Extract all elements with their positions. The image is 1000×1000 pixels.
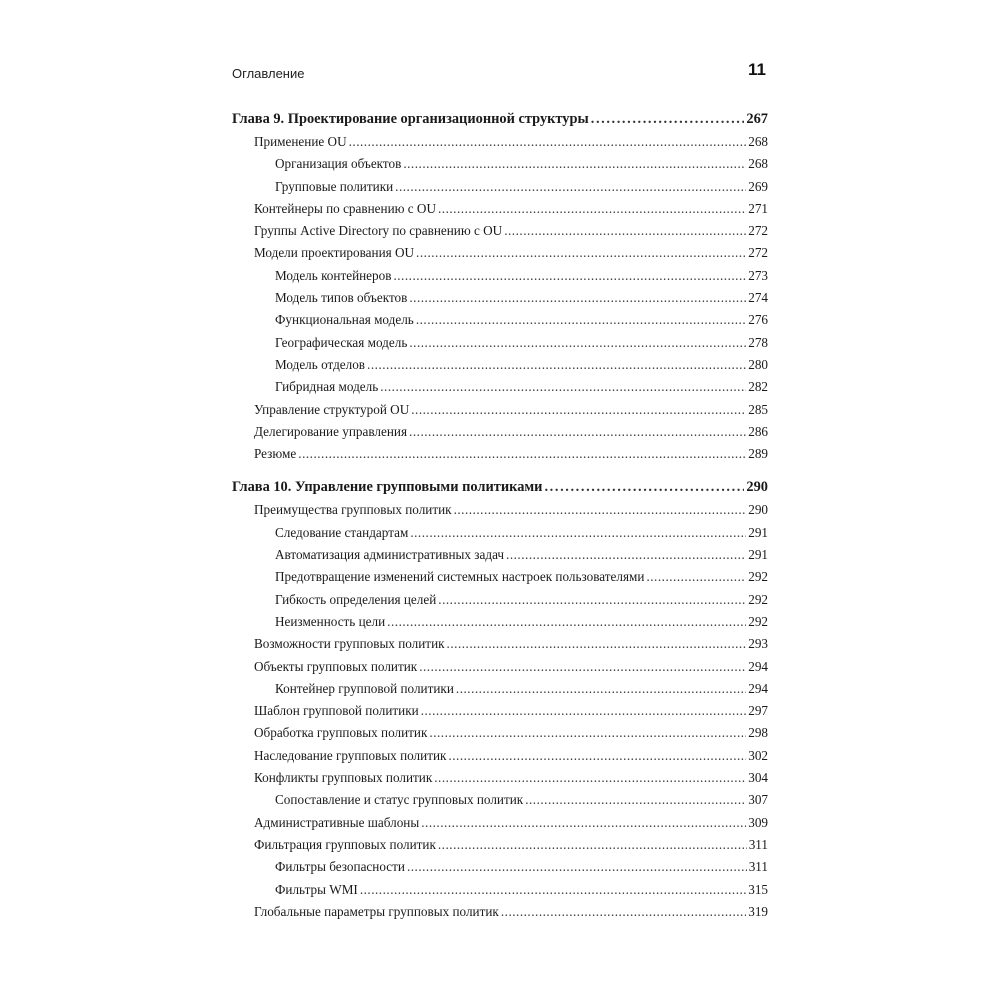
toc-subsection-entry-title: Следование стандартам: [275, 524, 409, 540]
toc-section-entry-title: Группы Active Directory по сравнению с OU: [254, 223, 503, 239]
toc-subsection-entry[interactable]: [232, 265, 768, 287]
dot-leader: [434, 767, 746, 789]
toc-subsection-entry-page: 268: [748, 156, 768, 172]
toc-subsection-entry-title: Фильтры WMI: [275, 881, 358, 897]
running-head: [232, 60, 768, 84]
toc-subsection-entry-title: Модель отделов: [275, 356, 366, 372]
dot-leader: [438, 198, 746, 220]
toc-section-entry[interactable]: [232, 399, 768, 421]
toc-subsection-entry-title: Сопоставление и статус групповых политик: [275, 792, 524, 808]
dot-leader: [349, 131, 747, 153]
dot-leader: [421, 700, 747, 722]
toc-subsection-entry-title: Автоматизация административных задач: [275, 547, 505, 563]
dot-leader: [395, 176, 746, 198]
toc-subsection-entry[interactable]: [232, 879, 768, 901]
dot-leader: [421, 812, 746, 834]
toc-subsection-entry[interactable]: [232, 176, 768, 198]
toc-section-entry[interactable]: [232, 656, 768, 678]
toc-section-entry[interactable]: [232, 499, 768, 521]
toc-section-entry[interactable]: [232, 700, 768, 722]
toc-section-entry[interactable]: [232, 722, 768, 744]
dot-leader: [411, 399, 746, 421]
toc-section-entry-page: 268: [748, 134, 768, 149]
toc-section-entry-title: Фильтрация групповых политик: [254, 836, 436, 852]
dot-leader: [456, 678, 746, 700]
toc-subsection-entry[interactable]: [232, 376, 768, 398]
dot-leader: [504, 220, 746, 242]
toc-section-entry-title: Возможности групповых политик: [254, 636, 445, 652]
dot-leader: [298, 443, 746, 465]
dot-leader: [454, 499, 747, 521]
toc-section-entry-page: 311: [748, 836, 768, 852]
toc-subsection-entry-page: 315: [748, 881, 768, 897]
toc-subsection-entry-title: Модель типов объектов: [275, 290, 408, 306]
toc-section-entry[interactable]: [232, 633, 768, 655]
chapter-heading-page: 267: [746, 111, 768, 127]
running-title: Оглавление: [232, 66, 305, 81]
toc-subsection-entry-title: Географическая модель: [275, 334, 408, 350]
toc-subsection-entry-page: 291: [748, 547, 768, 563]
toc-section-entry-page: 298: [748, 725, 768, 741]
toc-subsection-entry-page: 276: [748, 312, 768, 328]
toc-subsection-entry-page: 292: [748, 613, 768, 629]
dot-leader: [591, 107, 745, 131]
dot-leader: [387, 611, 746, 633]
toc-subsection-entry-title: Гибридная модель: [275, 379, 379, 395]
toc-subsection-entry-page: 280: [748, 356, 768, 372]
dot-leader: [403, 153, 746, 175]
toc-section-entry[interactable]: [232, 767, 768, 789]
toc-subsection-entry-title: Модель контейнеров: [275, 267, 392, 283]
toc-section-entry-title: Управление структурой OU: [254, 401, 410, 417]
toc-subsection-entry[interactable]: [232, 566, 768, 588]
toc-subsection-entry-page: 274: [748, 290, 768, 306]
toc-section-entry[interactable]: [232, 812, 768, 834]
toc-subsection-entry-page: 273: [748, 267, 768, 283]
dot-leader: [506, 544, 746, 566]
toc-section-entry-page: 304: [748, 770, 768, 786]
toc-section-entry[interactable]: [232, 834, 768, 856]
table-of-contents: [232, 107, 768, 923]
dot-leader: [410, 522, 746, 544]
toc-subsection-entry-title: Неизменность цели: [275, 613, 386, 629]
toc-subsection-entry-title: Функциональная модель: [275, 312, 414, 328]
toc-section-entry-page: 293: [748, 636, 768, 652]
page-number: 11: [748, 60, 766, 79]
toc-subsection-entry-page: 291: [748, 524, 768, 540]
toc-section-entry-page: 297: [748, 703, 768, 719]
toc-subsection-entry[interactable]: [232, 287, 768, 309]
chapter-section: [232, 475, 768, 923]
toc-section-entry-title: Преимущества групповых политик: [254, 502, 452, 518]
toc-section-entry[interactable]: [232, 198, 768, 220]
toc-section-entry[interactable]: [232, 131, 768, 153]
chapter-heading-title: Глава 9. Проектирование организационной структуры: [232, 111, 589, 127]
toc-section-entry[interactable]: [232, 421, 768, 443]
toc-section-entry-page: 294: [748, 658, 768, 674]
chapter-heading[interactable]: [232, 475, 768, 499]
toc-subsection-entry[interactable]: [232, 856, 768, 878]
toc-section-entry[interactable]: [232, 745, 768, 767]
toc-section-entry-title: Конфликты групповых политик: [254, 770, 433, 786]
toc-section-entry-title: Административные шаблоны: [254, 814, 420, 830]
dot-leader: [419, 656, 746, 678]
toc-section-entry-title: Модели проектирования OU: [254, 245, 415, 261]
toc-subsection-entry-page: 278: [748, 334, 768, 350]
toc-section-entry-page: 319: [748, 903, 768, 919]
toc-section-entry-page: 271: [748, 200, 768, 216]
dot-leader: [367, 354, 746, 376]
toc-subsection-entry[interactable]: [232, 589, 768, 611]
toc-section-entry-title: Обработка групповых политик: [254, 725, 428, 741]
toc-section-entry-page: 272: [748, 223, 768, 239]
toc-section-entry-title: Делегирование управления: [254, 423, 408, 439]
toc-section-entry-page: 272: [748, 245, 768, 261]
toc-section-entry-page: 302: [748, 747, 768, 763]
toc-subsection-entry[interactable]: [232, 309, 768, 331]
toc-section-entry-page: 285: [748, 401, 768, 417]
toc-subsection-entry-title: Контейнер групповой политики: [275, 680, 454, 696]
dot-leader: [429, 722, 746, 744]
dot-leader: [409, 332, 746, 354]
toc-subsection-entry-title: Организация объектов: [275, 156, 402, 172]
dot-leader: [409, 421, 746, 443]
toc-subsection-entry-title: Фильтры безопасности: [275, 859, 405, 875]
toc-subsection-entry[interactable]: [232, 332, 768, 354]
dot-leader: [416, 242, 746, 264]
toc-section-entry-title: Глобальные параметры групповых политик: [254, 903, 499, 919]
dot-leader: [393, 265, 746, 287]
toc-subsection-entry[interactable]: [232, 354, 768, 376]
dot-leader: [438, 834, 747, 856]
dot-leader: [416, 309, 746, 331]
toc-subsection-entry[interactable]: [232, 544, 768, 566]
toc-section-entry-title: Применение OU: [254, 134, 347, 149]
toc-section-entry[interactable]: [232, 242, 768, 264]
toc-section-entry-page: 286: [748, 423, 768, 439]
toc-section-entry-title: Резюме: [254, 446, 297, 462]
toc-subsection-entry-page: 294: [748, 680, 768, 696]
dot-leader: [380, 376, 746, 398]
dot-leader: [360, 879, 746, 901]
dot-leader: [646, 566, 746, 588]
toc-subsection-entry-page: 307: [748, 792, 768, 808]
toc-subsection-entry[interactable]: [232, 522, 768, 544]
chapter-heading-title: Глава 10. Управление групповыми политиками: [232, 479, 543, 496]
toc-subsection-entry-title: Групповые политики: [275, 178, 394, 194]
book-page: [232, 0, 768, 1000]
toc-subsection-entry-page: 282: [748, 379, 768, 395]
dot-leader: [438, 589, 746, 611]
toc-subsection-entry-page: 292: [748, 591, 768, 607]
toc-subsection-entry-title: Предотвращение изменений системных настроек пользователями: [275, 569, 645, 585]
toc-section-entry-title: Наследование групповых политик: [254, 747, 447, 763]
toc-section-entry-title: Шаблон групповой политики: [254, 703, 419, 719]
toc-section-entry-page: 290: [748, 502, 768, 518]
toc-section-entry[interactable]: [232, 443, 768, 465]
chapter-heading[interactable]: [232, 107, 768, 131]
toc-subsection-entry-title: Гибкость определения целей: [275, 591, 437, 607]
toc-section-entry-page: 309: [748, 814, 768, 830]
toc-section-entry-title: Объекты групповых политик: [254, 658, 418, 674]
dot-leader: [525, 789, 746, 811]
toc-subsection-entry-page: 292: [748, 569, 768, 585]
toc-section-entry[interactable]: [232, 220, 768, 242]
toc-subsection-entry[interactable]: [232, 153, 768, 175]
toc-subsection-entry[interactable]: [232, 611, 768, 633]
toc-subsection-entry-page: 269: [748, 178, 768, 194]
toc-subsection-entry[interactable]: [232, 789, 768, 811]
toc-subsection-entry-page: 311: [748, 859, 768, 875]
dot-leader: [409, 287, 746, 309]
dot-leader: [544, 475, 744, 499]
dot-leader: [407, 856, 747, 878]
chapter-heading-page: 290: [746, 479, 768, 496]
dot-leader: [448, 745, 746, 767]
toc-subsection-entry[interactable]: [232, 678, 768, 700]
toc-section-entry-title: Контейнеры по сравнению с OU: [254, 200, 436, 216]
chapter-section: [232, 107, 768, 465]
toc-section-entry-page: 289: [748, 446, 768, 462]
toc-section-entry[interactable]: [232, 901, 768, 923]
dot-leader: [447, 633, 747, 655]
dot-leader: [501, 901, 746, 923]
